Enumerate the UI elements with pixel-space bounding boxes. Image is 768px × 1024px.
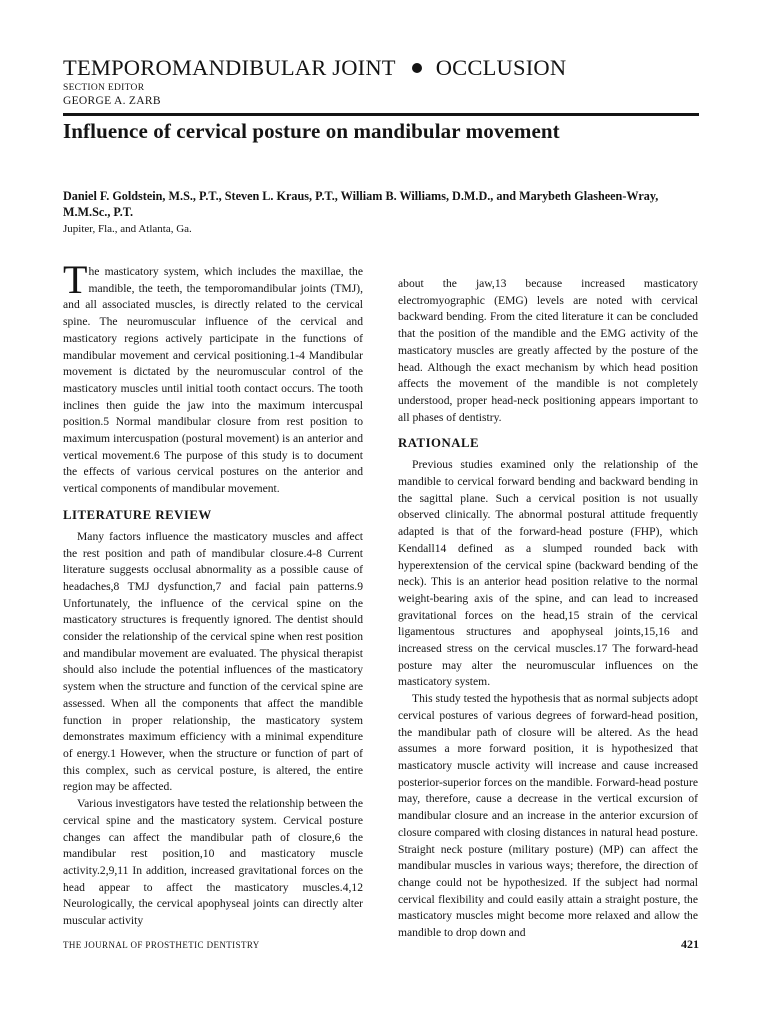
- literature-paragraph-1: Many factors influence the masticatory muscles and affect the rest position and path of mandibular closure.4-8 Current literature suggests occlusal abnormality as a possible cause of headaches,8 TMJ dysfunction,7 and facial pain patterns.9 Unfortunately, the influence of the cervical spine on the masticatory structures is frequently ignored. The dentist should consider the relationship of the cervical spine when rest position and mandibular movement are evaluated. The physical therapist should also include the potential influences of the masticatory system when the structure and function of the cervical spine are assessed. When all the components that affect the mandible function in proper relationship, the masticatory system demonstrates maximum efficiency with a minimal expenditure of energy.1 However, when the structure or function of part of this complex, such as cervical posture, is altered, the entire region may be affected.: [63, 529, 363, 794]
- right-column: [398, 276, 698, 942]
- article-title: Influence of cervical posture on mandibular movement: [63, 119, 560, 143]
- continued-paragraph: about the jaw,13 because increased masticatory electromyographic (EMG) levels are noted with cervical backward bending. From the cited literature it can be concluded that the position of the mandible and the EMG activity of the masticatory muscles are greatly affected by the posture of the head. Although the exact mechanism by which head position affects the movement of the mandible is not completely understood, proper head-neck positioning appears important to all phases of dentistry.: [398, 277, 698, 424]
- section-editor-label: SECTION EDITOR: [63, 83, 145, 93]
- rationale-paragraph-2: This study tested the hypothesis that as normal subjects adopt cervical postures of various degrees of forward-head position, the mandibular path of closure will be altered. As the head assumes a more forward position, it is hypothesized that masticatory muscle activity will increase and cause increased posterior-superior forces on the mandible. Forward-head posture may, therefore, cause a decrease in the vertical excursion of mandibular closure and an increase in the anterior excursion of closure compared with closing distances in natural head posture. Straight neck posture (military posture) (MP) can affect the mandibular muscles in various ways; therefore, the direction of change could not be hypothesized. If the subject had normal cervical flexibility and could easily attain a straight posture, the masticatory muscles might become more relaxed and allow the mandible to drop down and: [398, 692, 698, 940]
- left-column: [63, 257, 363, 930]
- section-title: [63, 55, 566, 81]
- section-title-right: OCCLUSION: [435, 55, 567, 80]
- intro-text: he masticatory system, which includes the maxillae, the mandible, the teeth, the temporomandibular joints (TMJ), and all associated muscles, is directly related to the cervical spine. The neuromuscular influence of the cervical and masticatory regions actively participate in the functions of mandibular movement and cervical positioning.1-4 Mandibular movement is dictated by the neuromuscular control of the masticatory muscles until initial tooth contact occurs. The tooth inclines then guide the jaw into the maximum intercuspal position.5 Normal mandibular closure from rest position to maximum intercuspation (postural movement) is an anterior and vertical movement.6 The purpose of this study is to document the effects of various cervical postures on the anterior and vertical components of mandibular movement.: [63, 265, 363, 496]
- literature-review-heading: LITERATURE REVIEW: [63, 507, 212, 522]
- page-number: 421: [681, 937, 699, 951]
- journal-name: THE JOURNAL OF PROSTHETIC DENTISTRY: [63, 940, 260, 950]
- section-title-left: TEMPOROMANDIBULAR JOINT: [63, 55, 396, 80]
- rationale-paragraph-1: Previous studies examined only the relationship of the mandible to cervical forward bending and backward bending in the sagittal plane. Such a cervical position is not usually observed clinically. The abnormal postural attitude frequently adapted is that of the forward-head posture (FHP), which Kendall14 defined as a slumped rounded back with hyperextension of the cervical spine (backward bending of the neck). This is an anterior head position relative to the normal weight-bearing axis of the spine, and can lead to increased gravitational forces on the head,15 strain of the cervical ligamentous structures and apophyseal joints,15,16 and increased stress on the cervical muscles.17 The forward-head posture may alter the neuromuscular influences on the masticatory system.: [398, 458, 698, 689]
- header-rule: [63, 113, 699, 116]
- article-location: Jupiter, Fla., and Atlanta, Ga.: [63, 223, 192, 235]
- literature-paragraph-2: Various investigators have tested the relationship between the cervical spine and the masticatory system. Cervical posture changes can affect the mandibular path of closure,6 the mandibular rest position,10 and masticatory muscle activity.2,9,11 In addition, increased gravitational forces on the head appear to affect the masticatory muscles.4,12 Neurologically, the cervical apophyseal joints can directly alter muscular activity: [63, 797, 363, 928]
- intro-paragraph: [63, 257, 363, 498]
- section-editor-name: GEORGE A. ZARB: [63, 95, 161, 107]
- bullet-icon: [412, 63, 422, 73]
- drop-cap: T: [63, 257, 88, 302]
- rationale-heading: RATIONALE: [398, 436, 480, 451]
- article-authors: Daniel F. Goldstein, M.S., P.T., Steven L. Kraus, P.T., William B. Williams, D.M.D., and Marybeth Glasheen-Wray, M.M.Sc., P.T.: [63, 189, 659, 219]
